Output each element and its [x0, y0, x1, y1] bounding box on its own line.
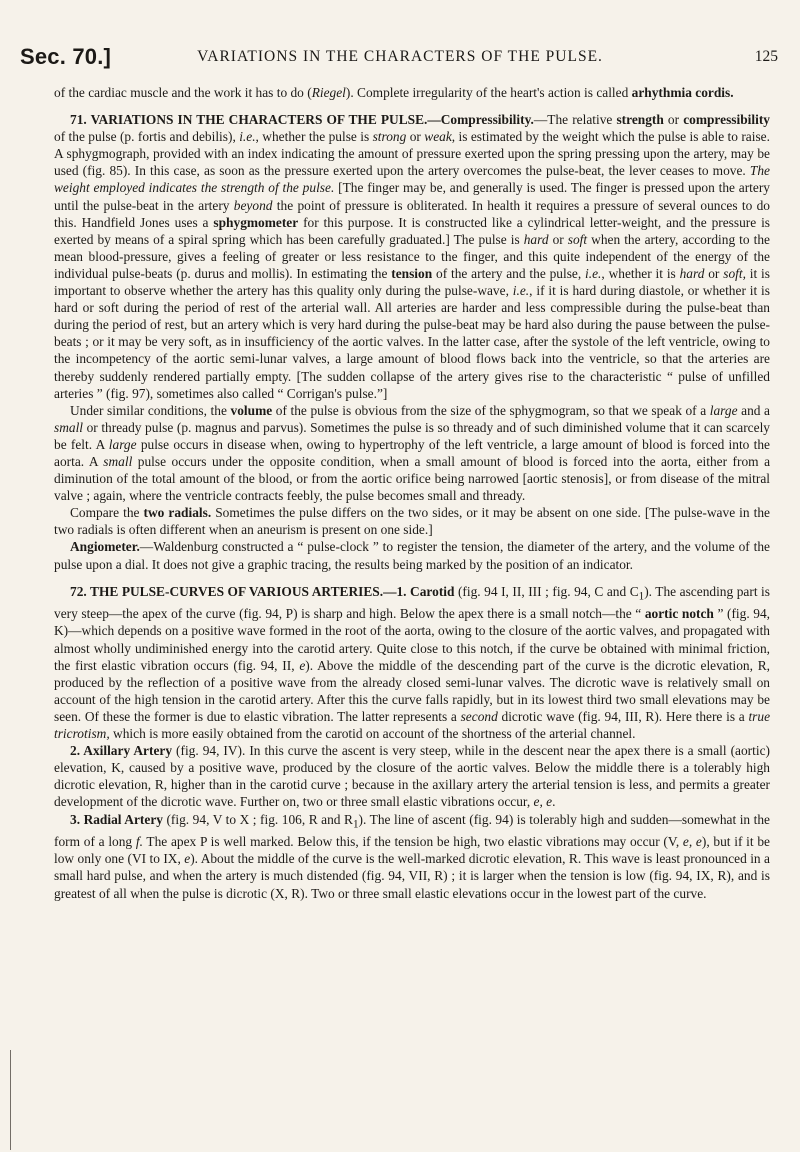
section-72-paragraph: 72. THE PULSE-CURVES OF VARIOUS ARTERIES.—1. Carotid (fig. 94 I, II, III ; fig. 94, C and $C_1$). The ascending part is very steep—the apex of the curve (fig. 94, P) is sharp and high. Below the apex there is a small notch—the “ aortic notch ” (fig. 94, K)—which depends on a positive wave formed in the root of the aorta, owing to the closure of the aortic valves, and propagated with almost wholly undiminished energy into the carotid artery. Quite close to this notch, if the curve be obtained with minimal friction, the first elastic vibration occurs (fig. 94, II, e). Above the middle of the descending part of the curve is the dicrotic elevation, R, produced by the reflection of a positive wave from the already closed semi-lunar valves. The dicrotic wave is relatively small on account of the high tension in the carotid artery. After this the curve falls rapidly, but in its lowest third two small elevations may be seen. Of these the former is due to elastic vibration. The latter represents a second dicrotic wave (fig. 94, III, R). Here there is a true tricrotism, which is more easily obtained from the carotid on account of the shortness of the arterial channel. — [54, 583, 771, 742]
radials-paragraph: Compare the two radials. Sometimes the pulse differs on the two sides, or it may be absent on one side. [The pulse-wave in the two radials is often different when an aneurism is present on one side.] — [54, 505, 770, 538]
page-edge-mark — [10, 1050, 11, 1150]
angiometer-paragraph: Angiometer.—Waldenburg constructed a “ pulse-clock ” to register the tension, the diameter of the artery, and the volume of the pulse upon a dial. It does not give a graphic tracing, the results being marked by the position of an indicator. — [54, 539, 770, 572]
section-number: Sec. 70.] — [20, 44, 112, 69]
paragraph-continuation: of the cardiac muscle and the work it has to do (Riegel). Complete irregularity of the heart's action is called arhythmia cordis. — [54, 85, 734, 100]
volume-paragraph: Under similar conditions, the volume of the pulse is obvious from the size of the sphygmogram, so that we speak of a large and a small or thready pulse (p. magnus and parvus). Sometimes the pulse is so thready and of such diminished volume that it can scarcely be felt. A large pulse occurs in disease when, owing to hypertrophy of the left ventricle, a large amount of blood is forced into the aorta. A small pulse occurs under the opposite condition, when a small amount of blood is forced into the aorta, either from a diminution of the total amount of the blood, or from the aortic orifice being narrowed [aortic stenosis], or from disease of the mitral valve ; again, where the ventricle contracts feebly, the pulse becomes small and thready. — [54, 402, 771, 504]
body-text — [54, 84, 770, 902]
section-71-heading: 71. VARIATIONS IN THE CHARACTERS OF THE PULSE. — [70, 112, 428, 128]
section-72-heading: 72. THE PULSE-CURVES OF VARIOUS ARTERIES. — [70, 583, 384, 599]
running-title: VARIATIONS IN THE CHARACTERS OF THE PULSE. — [197, 48, 603, 65]
section-71-paragraph: 71. VARIATIONS IN THE CHARACTERS OF THE PULSE.—Compressibility.—The relative strength or compressibility of the pulse (p. fortis and debilis), i.e., whether the pulse is strong or weak, is estimated by the weight which the pulse is able to raise. A sphygmograph, provided with an index indicating the amount of pressure exerted upon the spring pressing upon the artery, may be used (fig. 85). In this case, as soon as the pressure exerted upon the artery overcomes the pulse-beat, the lever ceases to move. The weight employed indicates the strength of the pulse. [The finger may be, and generally is used. The finger is pressed upon the artery until the pulse-beat in the artery beyond the point of pressure is obliterated. In health it requires a pressure of several ounces to do this. Handfield Jones uses a sphygmometer for this purpose. It is constructed like a cylindrical letter-weight, and the pressure is exerted by means of a spiral spring which has been carefully graduated.] The pulse is hard or soft when the artery, according to the mean blood-pressure, gives a feeling of greater or less resistance to the finger, and this quite independent of the energy of the individual pulse-beats (p. durus and mollis). In estimating the tension of the artery and the pulse, i.e., whether it is hard or soft, it is important to observe whether the artery has this quality only during the pulse-wave, i.e., if it is hard during diastole, or whether it is hard or soft during the period of rest of the arterial wall. All arteries are harder and less compressible during the pulse-beat than during the period of rest, but an artery which is very hard during the pulse-beat may be hard also during the pause between the pulse-beats ; or it may be very soft, as in insufficiency of the aortic valves. In the latter case, after the systole of the left ventricle, owing to the incompetency of the aortic semi-lunar valves, a large amount of blood flows back into the ventricle, so that the arteries are thereby suddenly rendered partially empty. [The sudden collapse of the artery gives rise to the characteristic “ pulse of unfilled arteries ” (fig. 97), sometimes also called “ Corrigan's pulse.”] — [54, 112, 771, 401]
running-header — [0, 40, 800, 80]
radial-paragraph: 3. Radial Artery (fig. 94, V to X ; fig. 106, R and $R_1$). The line of ascent (fig. 94) is tolerably high and sudden—somewhat in the form of a long f. The apex P is well marked. Below this, if the tension be high, two elastic vibrations may occur (V, e, e), but if it be low only one (VI to IX, e). About the middle of the curve is the well-marked dicrotic elevation, R. This wave is least pronounced in a small hard pulse, and when the artery is much distended (fig. 94, VII, R) ; it is larger when the tension is low (fig. 94, IX, R), and is greatest of all when the pulse is dicrotic (X, R). Two or three small elastic elevations occur in the lowest part of the curve. — [54, 811, 770, 901]
axillary-paragraph: 2. Axillary Artery (fig. 94, IV). In this curve the ascent is very steep, while in the descent near the apex there is a small (aortic) elevation, K, caused by a positive wave, produced by the closure of the aortic valves. Below the middle there is a tolerably high dicrotic elevation, R, higher than in the carotid curve ; because in the axillary artery the arterial tension is less, and permits a greater development of the dicrotic wave. Further on, two or three small elastic vibrations occur, e, e. — [54, 743, 770, 810]
page-number: 125 — [754, 48, 778, 65]
